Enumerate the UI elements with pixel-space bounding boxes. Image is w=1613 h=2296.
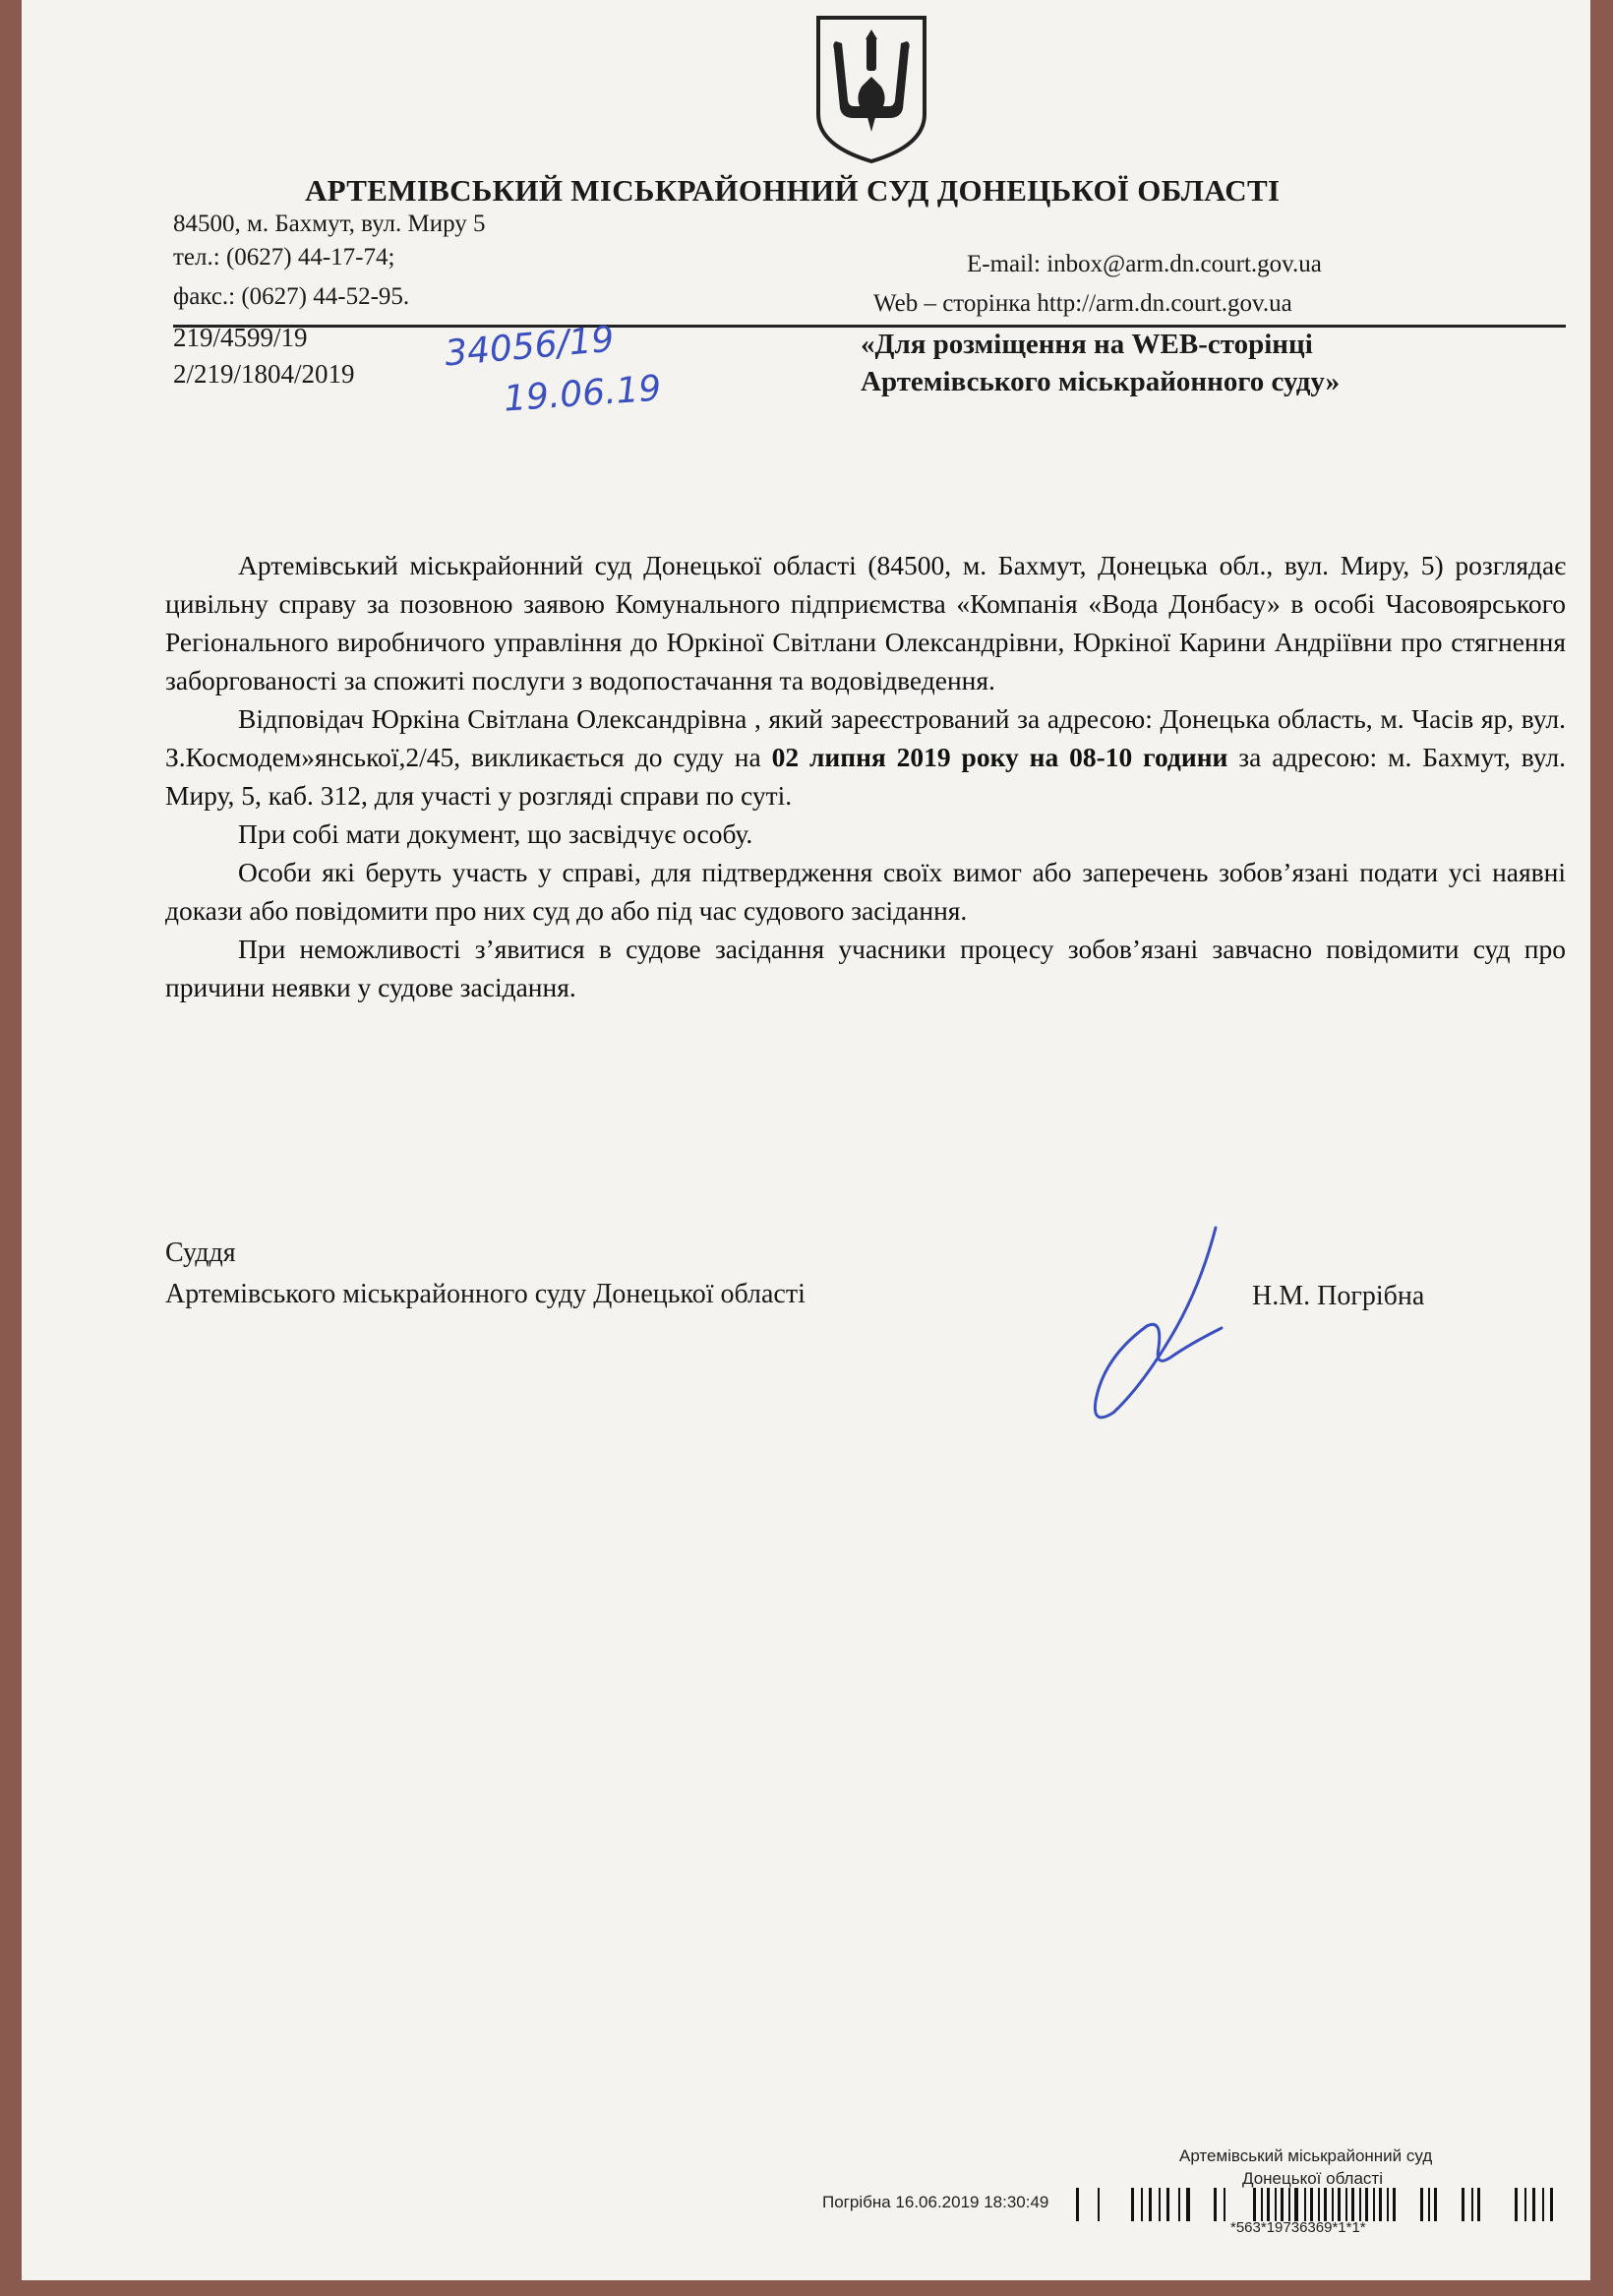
signature-role: Суддя [165, 1238, 236, 1268]
hearing-date: 02 липня 2019 року на 08-10 години [771, 742, 1228, 772]
body-paragraph: При неможливості з’явитися в судове засідання учасники процесу зобов’язані завчасно повідомити суд про причини неявки у судове засідання. [165, 934, 1566, 1002]
stamp-signed-info: Погрібна 16.06.2019 18:30:49 [822, 2193, 1049, 2211]
barcode [1076, 2186, 1560, 2223]
stamp-court-line2: Донецької області [1242, 2169, 1383, 2188]
body-paragraph: Артемівський міськрайонний суд Донецької області (84500, м. Бахмут, Донецька обл., вул. Миру, 5) розглядає цивільну справу за позовною заявою Комунального підприємства «Компанія «Вода Донбасу» в особі Часовоярського Регіонального виробничого управління до Юркіної Світлани Олександрівни, Юркіної Карини Андріївни про стягнення заборгованості за спожиті послуги з водопостачання та водовідведення. [165, 550, 1566, 695]
handwritten-registration-number: 34056/19 [443, 319, 616, 375]
proceeding-number: 2/219/1804/2019 [173, 359, 355, 389]
signature-court: Артемівського міськрайонного суду Донецької області [165, 1279, 806, 1309]
court-web: Web – сторінка http://arm.dn.court.gov.ua [873, 290, 1292, 317]
document-body [165, 546, 1566, 1006]
court-address: 84500, м. Бахмут, вул. Миру 5 [173, 211, 486, 237]
court-phone: тел.: (0627) 44-17-74; [173, 244, 395, 271]
stamp-court-line1: Артемівський міськрайонний суд [1179, 2146, 1433, 2165]
handwritten-date: 19.06.19 [502, 368, 663, 420]
body-paragraph: Особи які беруть участь у справі, для підтвердження своїх вимог або заперечень зобов’язані подати усі наявні докази або повідомити про них суд до або під час судового засідання. [165, 857, 1566, 926]
body-paragraph: Відповідач Юркіна Світлана Олександрівна , який зареєстрований за адресою: Донецька область, м. Часів яр, вул. З.Космодем»янської,2/45, викликається до суду на 02 липня 2019 року на 08-10 години за адресою: м. Бахмут, вул. Миру, 5, каб. 312, для участі у розгляді справи по суті. [165, 703, 1566, 811]
header-divider [173, 325, 1566, 328]
case-number: 219/4599/19 [173, 323, 308, 352]
body-paragraph: При собі мати документ, що засвідчує особу. [238, 818, 753, 849]
publication-note-line2: Артемівського міськрайонного суду» [861, 366, 1341, 397]
signature-name: Н.М. Погрібна [1252, 1281, 1425, 1311]
court-email: E-mail: inbox@arm.dn.court.gov.ua [967, 251, 1322, 277]
barcode-text: *563*19736369*1*1* [1230, 2219, 1366, 2236]
court-fax: факс.: (0627) 44-52-95. [173, 283, 410, 310]
coat-of-arms-icon [812, 12, 930, 167]
publication-note-line1: «Для розміщення на WEB-сторінці [861, 329, 1313, 360]
court-name-title: АРТЕМІВСЬКИЙ МІСЬКРАЙОННИЙ СУД ДОНЕЦЬКОЇ ОБЛАСТІ [305, 173, 1281, 208]
handwritten-signature [1052, 1220, 1239, 1426]
